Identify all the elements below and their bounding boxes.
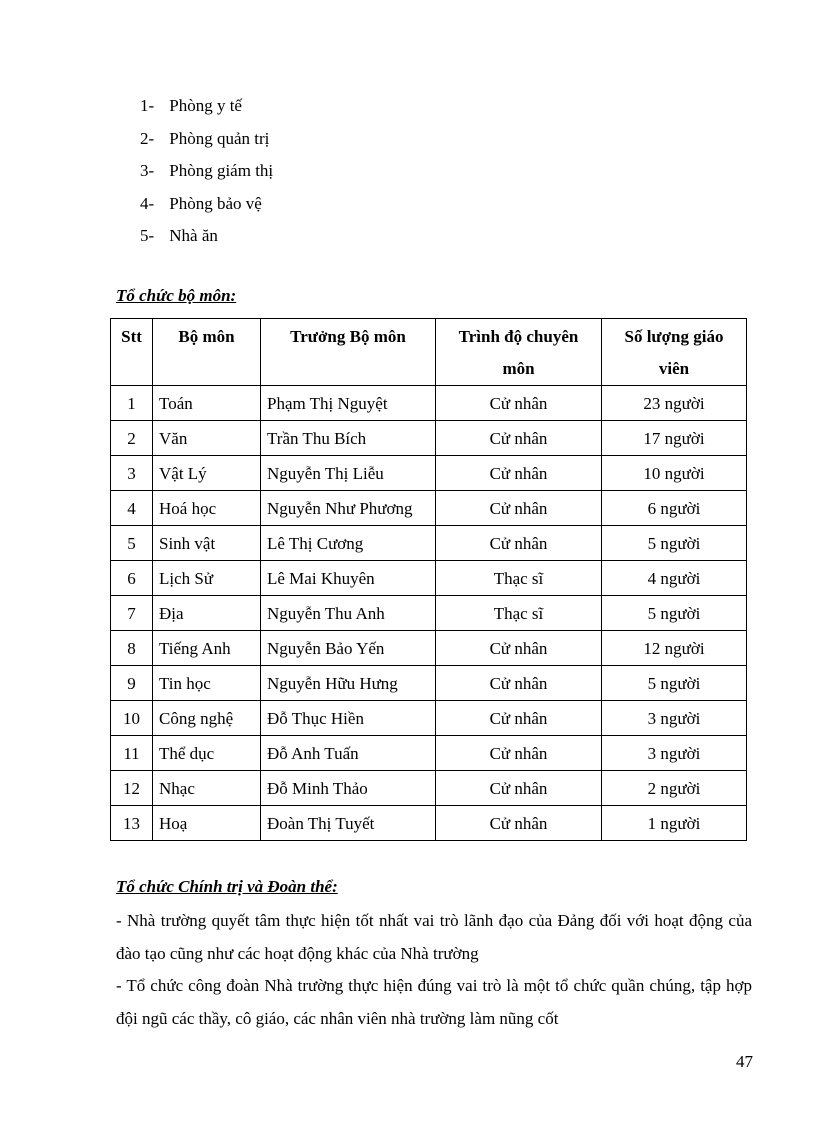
cell-stt: 7 — [111, 596, 153, 631]
list-item — [140, 191, 273, 224]
table-row — [111, 771, 747, 806]
cell-department-head: Đỗ Minh Thảo — [261, 771, 436, 806]
cell-stt: 8 — [111, 631, 153, 666]
politics-section-heading: Tổ chức Chính trị và Đoàn thể: — [116, 877, 338, 896]
cell-qualification: Cử nhân — [436, 386, 602, 421]
list-item-text: Nhà ăn — [169, 226, 218, 245]
facilities-list — [140, 93, 273, 256]
table-row — [111, 386, 747, 421]
cell-stt: 4 — [111, 491, 153, 526]
cell-department-head: Nguyễn Thị Liễu — [261, 456, 436, 491]
cell-department-head: Lê Mai Khuyên — [261, 561, 436, 596]
cell-department-head: Nguyễn Thu Anh — [261, 596, 436, 631]
cell-qualification: Cử nhân — [436, 491, 602, 526]
cell-department: Tin học — [153, 666, 261, 701]
cell-department-head: Lê Thị Cương — [261, 526, 436, 561]
cell-department-head: Đoàn Thị Tuyết — [261, 806, 436, 841]
cell-teacher-count: 5 người — [602, 526, 747, 561]
table-row — [111, 806, 747, 841]
cell-teacher-count: 3 người — [602, 736, 747, 771]
cell-qualification: Cử nhân — [436, 806, 602, 841]
cell-department: Thể dục — [153, 736, 261, 771]
cell-stt: 1 — [111, 386, 153, 421]
cell-department: Hoạ — [153, 806, 261, 841]
cell-department: Nhạc — [153, 771, 261, 806]
header-stt: Stt — [111, 319, 153, 386]
department-section-heading: Tổ chức bộ môn: — [116, 286, 237, 305]
cell-stt: 9 — [111, 666, 153, 701]
cell-qualification: Cử nhân — [436, 526, 602, 561]
cell-department-head: Đỗ Anh Tuấn — [261, 736, 436, 771]
cell-department-head: Nguyễn Hữu Hưng — [261, 666, 436, 701]
table-row — [111, 736, 747, 771]
table-row — [111, 666, 747, 701]
page-number: 47 — [736, 1052, 753, 1071]
list-item-number: 3- — [140, 161, 155, 180]
cell-stt: 12 — [111, 771, 153, 806]
list-item-text: Phòng giám thị — [169, 161, 274, 180]
cell-department-head: Nguyễn Bảo Yến — [261, 631, 436, 666]
table-row — [111, 561, 747, 596]
cell-qualification: Cử nhân — [436, 736, 602, 771]
cell-department: Lịch Sử — [153, 561, 261, 596]
cell-teacher-count: 5 người — [602, 666, 747, 701]
cell-qualification: Thạc sĩ — [436, 596, 602, 631]
paragraph-trade-union: - Tổ chức công đoàn Nhà trường thực hiện đúng vai trò là một tổ chức quần chúng, tập hợp đội ngũ các thầy, cô giáo, các nhân viên nhà trường làm nũng cốt — [116, 976, 752, 1028]
list-item — [140, 93, 273, 126]
cell-teacher-count: 4 người — [602, 561, 747, 596]
cell-teacher-count: 12 người — [602, 631, 747, 666]
table-row — [111, 491, 747, 526]
cell-stt: 3 — [111, 456, 153, 491]
table-row — [111, 456, 747, 491]
list-item — [140, 223, 273, 256]
list-item-number: 2- — [140, 128, 155, 148]
cell-department: Địa — [153, 596, 261, 631]
list-item-number: 4- — [140, 193, 155, 213]
cell-qualification: Cử nhân — [436, 631, 602, 666]
cell-qualification: Cử nhân — [436, 771, 602, 806]
cell-teacher-count: 10 người — [602, 456, 747, 491]
cell-qualification: Cử nhân — [436, 701, 602, 736]
cell-teacher-count: 3 người — [602, 701, 747, 736]
cell-stt: 6 — [111, 561, 153, 596]
cell-teacher-count: 5 người — [602, 596, 747, 631]
header-department-head: Trưởng Bộ môn — [261, 319, 436, 386]
list-item — [140, 158, 273, 191]
department-table — [110, 318, 747, 841]
cell-department: Văn — [153, 421, 261, 456]
header-department: Bộ môn — [153, 319, 261, 386]
cell-department: Tiếng Anh — [153, 631, 261, 666]
list-item-number: 1- — [140, 96, 155, 115]
cell-teacher-count: 23 người — [602, 386, 747, 421]
paragraph-party-leadership: - Nhà trường quyết tâm thực hiện tốt nhất vai trò lãnh đạo của Đảng đối với hoạt động của đào tạo cũng như các hoạt động khác của Nhà trường — [116, 911, 752, 963]
table-row — [111, 596, 747, 631]
list-item-text: Phòng quản trị — [169, 128, 270, 148]
cell-department: Vật Lý — [153, 456, 261, 491]
cell-teacher-count: 1 người — [602, 806, 747, 841]
table-row — [111, 526, 747, 561]
table-row — [111, 631, 747, 666]
list-item — [140, 126, 273, 159]
cell-teacher-count: 2 người — [602, 771, 747, 806]
header-teacher-count: Số lượng giáo viên — [602, 319, 747, 386]
list-item-text: Phòng bảo vệ — [169, 193, 262, 213]
header-qualification: Trình độ chuyên môn — [436, 319, 602, 386]
cell-qualification: Cử nhân — [436, 666, 602, 701]
cell-stt: 5 — [111, 526, 153, 561]
cell-qualification: Cử nhân — [436, 421, 602, 456]
list-item-text: Phòng y tế — [169, 96, 242, 115]
cell-teacher-count: 17 người — [602, 421, 747, 456]
cell-department: Toán — [153, 386, 261, 421]
list-item-number: 5- — [140, 226, 155, 245]
cell-stt: 10 — [111, 701, 153, 736]
cell-department-head: Trần Thu Bích — [261, 421, 436, 456]
cell-stt: 13 — [111, 806, 153, 841]
cell-department: Sinh vật — [153, 526, 261, 561]
cell-teacher-count: 6 người — [602, 491, 747, 526]
cell-qualification: Thạc sĩ — [436, 561, 602, 596]
cell-department: Hoá học — [153, 491, 261, 526]
table-row — [111, 701, 747, 736]
cell-department-head: Đỗ Thục Hiền — [261, 701, 436, 736]
table-header-row — [111, 319, 747, 386]
cell-department-head: Nguyễn Như Phương — [261, 491, 436, 526]
cell-stt: 11 — [111, 736, 153, 771]
table-row — [111, 421, 747, 456]
cell-department: Công nghệ — [153, 701, 261, 736]
cell-stt: 2 — [111, 421, 153, 456]
cell-department-head: Phạm Thị Nguyệt — [261, 386, 436, 421]
cell-qualification: Cử nhân — [436, 456, 602, 491]
